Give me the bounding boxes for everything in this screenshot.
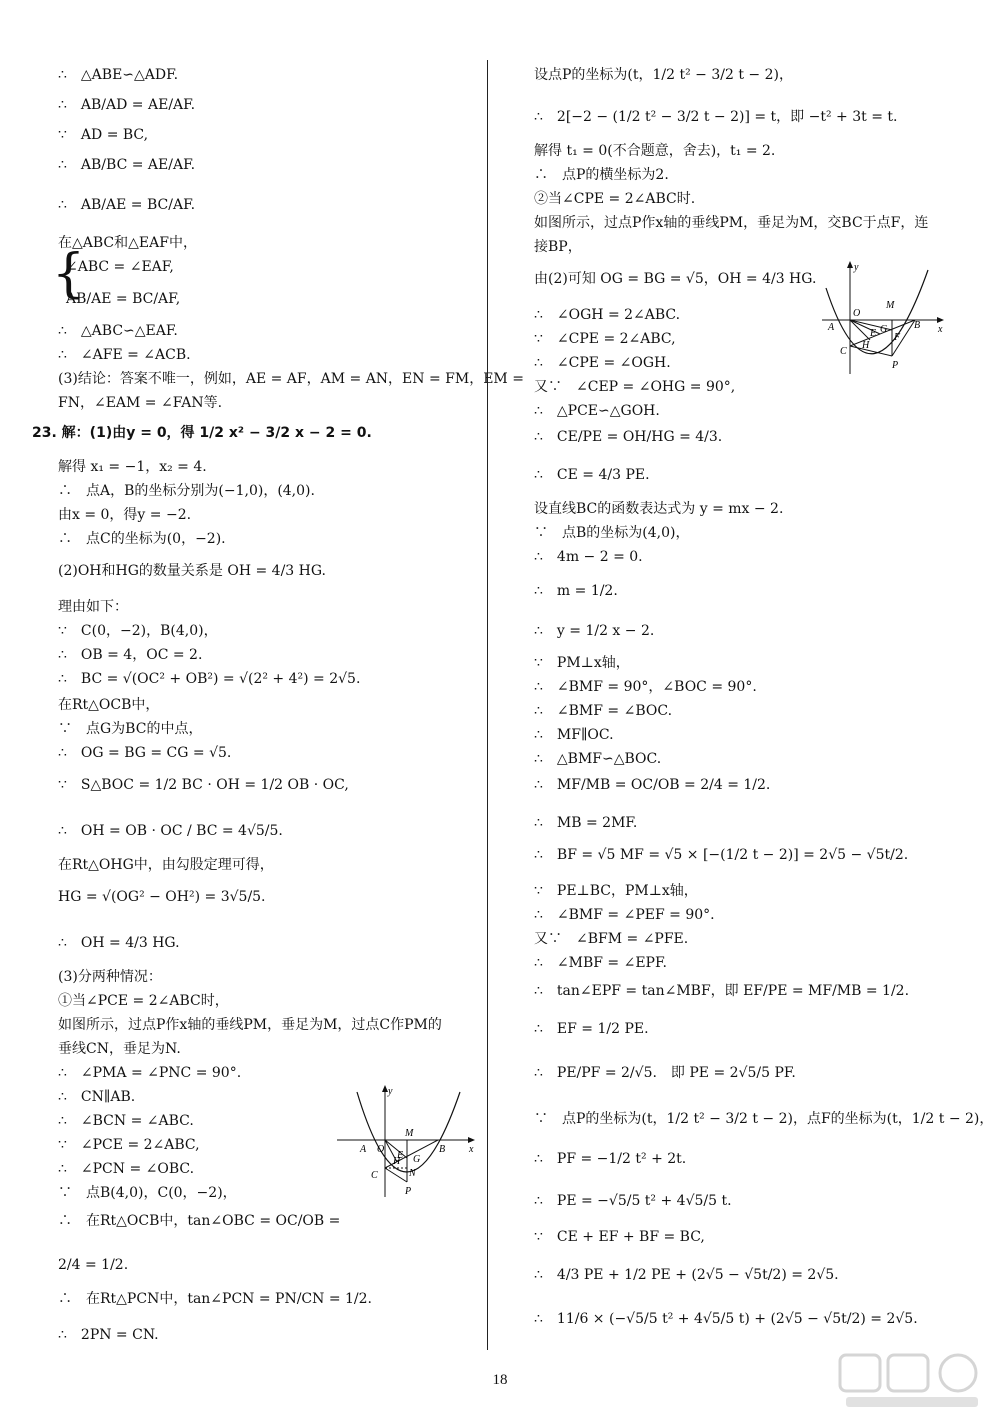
right-column-line: ∴ CE/PE = OH/HG = 4/3.: [534, 429, 723, 445]
fig2-label-C: C: [840, 346, 847, 357]
fig1-label-x: x: [469, 1144, 474, 1155]
right-column-line: ②当∠CPE = 2∠ABC时.: [534, 191, 696, 207]
left-column-line: ∴ BC = √(OC² + OB²) = √(2² + 4²) = 2√5.: [58, 671, 361, 687]
right-column-line: ∵ 点B的坐标为(4,0)，: [534, 525, 690, 541]
right-column-line: 设直线BC的函数表达式为 y = mx − 2.: [534, 501, 784, 517]
left-column-line: ∴ △ABC∽△EAF.: [58, 323, 178, 339]
right-column-line: ∴ ∠CPE = ∠OGH.: [534, 355, 671, 371]
left-column-line: 2/4 = 1/2.: [58, 1257, 129, 1273]
left-column-line: ∴ ∠PMA = ∠PNC = 90°.: [58, 1065, 242, 1081]
left-column-line: ∴ CN∥AB.: [58, 1089, 136, 1105]
fig2-label-B: B: [914, 320, 921, 331]
right-column-line: 又∵ ∠BFM = ∠PFE.: [534, 931, 689, 947]
fig2-label-y: y: [854, 262, 859, 273]
left-column-line: ∴ OH = OB · OC / BC = 4√5/5.: [58, 823, 283, 839]
right-column-line: ∴ MF∥OC.: [534, 727, 614, 743]
right-column-line: ∴ ∠OGH = 2∠ABC.: [534, 307, 681, 323]
left-column-line: 在Rt△OCB中，: [58, 697, 160, 713]
left-column-line: ∴ 点C的坐标为(0，−2).: [58, 531, 226, 547]
right-column-line: ∴ △PCE∽△GOH.: [534, 403, 660, 419]
left-column-line: ∵ C(0，−2)，B(4,0)，: [58, 623, 218, 639]
left-column-line: ∴ AB/AE = BC/AF.: [58, 197, 196, 213]
left-column-line: ∴ OB = 4，OC = 2.: [58, 647, 203, 663]
right-column-line: ∴ 4m − 2 = 0.: [534, 549, 643, 565]
right-column-line: ∴ 4/3 PE + 1/2 PE + (2√5 − √5t/2) = 2√5.: [534, 1267, 839, 1283]
left-column-line: ∴ OG = BG = CG = √5.: [58, 745, 232, 761]
left-column-line: AB/AE = BC/AF,: [66, 291, 181, 307]
system-brace: {: [52, 244, 86, 304]
left-column-line: (2)OH和HG的数量关系是 OH = 4/3 HG.: [58, 563, 327, 579]
left-column-line: ∴ ∠AFE = ∠ACB.: [58, 347, 191, 363]
fig1-label-M: M: [405, 1128, 414, 1139]
right-column-line: ∴ EF = 1/2 PE.: [534, 1021, 649, 1037]
left-column-line: 在Rt△OHG中，由勾股定理可得，: [58, 857, 274, 873]
fig2-label-G: G: [880, 324, 888, 335]
left-column-line: ∴ AB/AD = AE/AF.: [58, 97, 196, 113]
right-column-line: ∴ tan∠EPF = tan∠MBF，即 EF/PE = MF/MB = 1/2.: [534, 983, 910, 999]
left-column-line: FN，∠EAM = ∠FAN等.: [58, 395, 223, 411]
left-column-line: ∴ 在Rt△OCB中，tan∠OBC = OC/OB =: [58, 1213, 341, 1229]
left-column-line: ∴ AB/BC = AE/AF.: [58, 157, 196, 173]
right-column-line: ∴ CE = 4/3 PE.: [534, 467, 650, 483]
left-column-line: ∵ 点B(4,0)，C(0，−2)，: [58, 1185, 237, 1201]
right-column-line: ∴ ∠MBF = ∠EPF.: [534, 955, 667, 971]
left-column-line: ∵ S△BOC = 1/2 BC · OH = 1/2 OB · OC,: [58, 777, 349, 793]
fig1-label-G: G: [413, 1154, 421, 1165]
left-column-line: 在△ABC和△EAF中，: [58, 235, 197, 251]
right-column-line: ∴ PE/PF = 2/√5. 即 PE = 2√5/5 PF.: [534, 1065, 796, 1081]
left-column-line: ∵ 点G为BC的中点，: [58, 721, 203, 737]
right-column-line: ∴ ∠BMF = 90°，∠BOC = 90°.: [534, 679, 757, 695]
page-number: 18: [492, 1372, 508, 1388]
left-column-line: (3)分两种情况：: [58, 969, 162, 985]
right-column-line: 设点P的坐标为(t，1/2 t² − 3/2 t − 2)，: [534, 67, 793, 83]
right-column-line: ∴ PE = −√5/5 t² + 4√5/5 t.: [534, 1193, 732, 1209]
left-column-line: ∵ AD = BC,: [58, 127, 149, 143]
right-column-line: ∵ CE + EF + BF = BC,: [534, 1229, 705, 1245]
left-column-line: 解得 x₁ = −1，x₂ = 4.: [58, 459, 207, 475]
left-column-line: ∴ OH = 4/3 HG.: [58, 935, 180, 951]
left-column-line: ∴ ∠BCN = ∠ABC.: [58, 1113, 194, 1129]
left-column-line: ∴ 2PN = CN.: [58, 1327, 159, 1343]
fig2-label-P: P: [892, 360, 899, 371]
left-column-line: ①当∠PCE = 2∠ABC时，: [58, 993, 229, 1009]
left-column-line: ∴ ∠PCN = ∠OBC.: [58, 1161, 195, 1177]
right-column-line: 解得 t₁ = 0(不合题意，舍去)，t₁ = 2.: [534, 143, 776, 159]
left-column-line: ∴ △ABE∽△ADF.: [58, 67, 179, 83]
right-column-line: 又∵ ∠CEP = ∠OHG = 90°,: [534, 379, 736, 395]
left-column-line: HG = √(OG² − OH²) = 3√5/5.: [58, 889, 266, 905]
left-column-line: (3)结论：答案不唯一，例如，AE = AF，AM = AN，EN = FM，EM =: [58, 371, 524, 387]
right-column-line: ∴ ∠BMF = ∠BOC.: [534, 703, 673, 719]
fig2-label-E: E: [870, 328, 877, 339]
left-column-line: ∠ABC = ∠EAF,: [66, 259, 174, 275]
right-column-line: ∴ m = 1/2.: [534, 583, 618, 599]
fig2-label-O: O: [853, 308, 861, 319]
fig1-label-N: N: [409, 1168, 416, 1179]
fig1-label-O: O: [377, 1144, 385, 1155]
right-column-line: ∴ 点P的横坐标为2.: [534, 167, 669, 183]
right-column-line: ∴ BF = √5 MF = √5 × [−(1/2 t − 2)] = 2√5 − √5t/2.: [534, 847, 909, 863]
figure-case1: [335, 1082, 480, 1206]
right-column-line: ∴ ∠BMF = ∠PEF = 90°.: [534, 907, 715, 923]
right-column-line: 由(2)可知 OG = BG = √5，OH = 4/3 HG.: [534, 271, 817, 287]
fig1-label-P: P: [405, 1186, 412, 1197]
fig1-label-H: H: [393, 1156, 401, 1167]
fig2-label-x: x: [938, 324, 943, 335]
fig2-label-A: A: [828, 322, 835, 333]
fig1-label-E: E: [397, 1150, 404, 1161]
fig2-label-H: H: [862, 340, 870, 351]
right-column-line: 如图所示，过点P作x轴的垂线PM，垂足为M，交BC于点F，连: [534, 215, 929, 231]
right-column-line: ∴ 2[−2 − (1/2 t² − 3/2 t − 2)] = t，即 −t² + 3t = t.: [534, 109, 898, 125]
watermark-logo-icon: [836, 1351, 986, 1413]
left-column-line: 23. 解：(1)由y = 0，得 1/2 x² − 3/2 x − 2 = 0.: [32, 425, 372, 441]
fig1-label-y: y: [388, 1086, 393, 1097]
right-column-line: ∴ 11/6 × (−√5/5 t² + 4√5/5 t) + (2√5 − √5t/2) = 2√5.: [534, 1311, 918, 1327]
right-column-line: ∵ 点P的坐标为(t，1/2 t² − 3/2 t − 2)，点F的坐标为(t，1/2 t − 2)，: [534, 1111, 994, 1127]
fig2-label-M: M: [886, 300, 895, 311]
figure-case2: [820, 258, 955, 382]
fig2-label-F: F: [894, 332, 901, 343]
right-column-line: ∴ PF = −1/2 t² + 2t.: [534, 1151, 687, 1167]
right-column-line: ∵ ∠CPE = 2∠ABC,: [534, 331, 676, 347]
right-column-line: ∴ △BMF∽△BOC.: [534, 751, 662, 767]
left-column-line: 由x = 0，得y = −2.: [58, 507, 192, 523]
left-column-line: ∴ 在Rt△PCN中，tan∠PCN = PN/CN = 1/2.: [58, 1291, 373, 1307]
fig1-label-C: C: [371, 1170, 378, 1181]
right-column-line: ∴ y = 1/2 x − 2.: [534, 623, 655, 639]
left-column-line: 理由如下：: [58, 599, 128, 615]
left-column-line: ∴ 点A，B的坐标分别为(−1,0)，(4,0).: [58, 483, 315, 499]
right-column-line: ∵ PM⊥x轴，: [534, 655, 630, 671]
fig1-label-B: B: [439, 1144, 446, 1155]
right-column-line: ∵ PE⊥BC，PM⊥x轴，: [534, 883, 698, 899]
right-column-line: ∴ MF/MB = OC/OB = 2/4 = 1/2.: [534, 777, 771, 793]
right-column-line: 接BP，: [534, 239, 582, 255]
column-divider: [487, 60, 488, 1350]
left-column-line: ∵ ∠PCE = 2∠ABC,: [58, 1137, 200, 1153]
fig1-label-A: A: [360, 1144, 367, 1155]
left-column-line: 垂线CN，垂足为N.: [58, 1041, 181, 1057]
left-column-line: 如图所示，过点P作x轴的垂线PM，垂足为M，过点C作PM的: [58, 1017, 442, 1033]
right-column-line: ∴ MB = 2MF.: [534, 815, 638, 831]
